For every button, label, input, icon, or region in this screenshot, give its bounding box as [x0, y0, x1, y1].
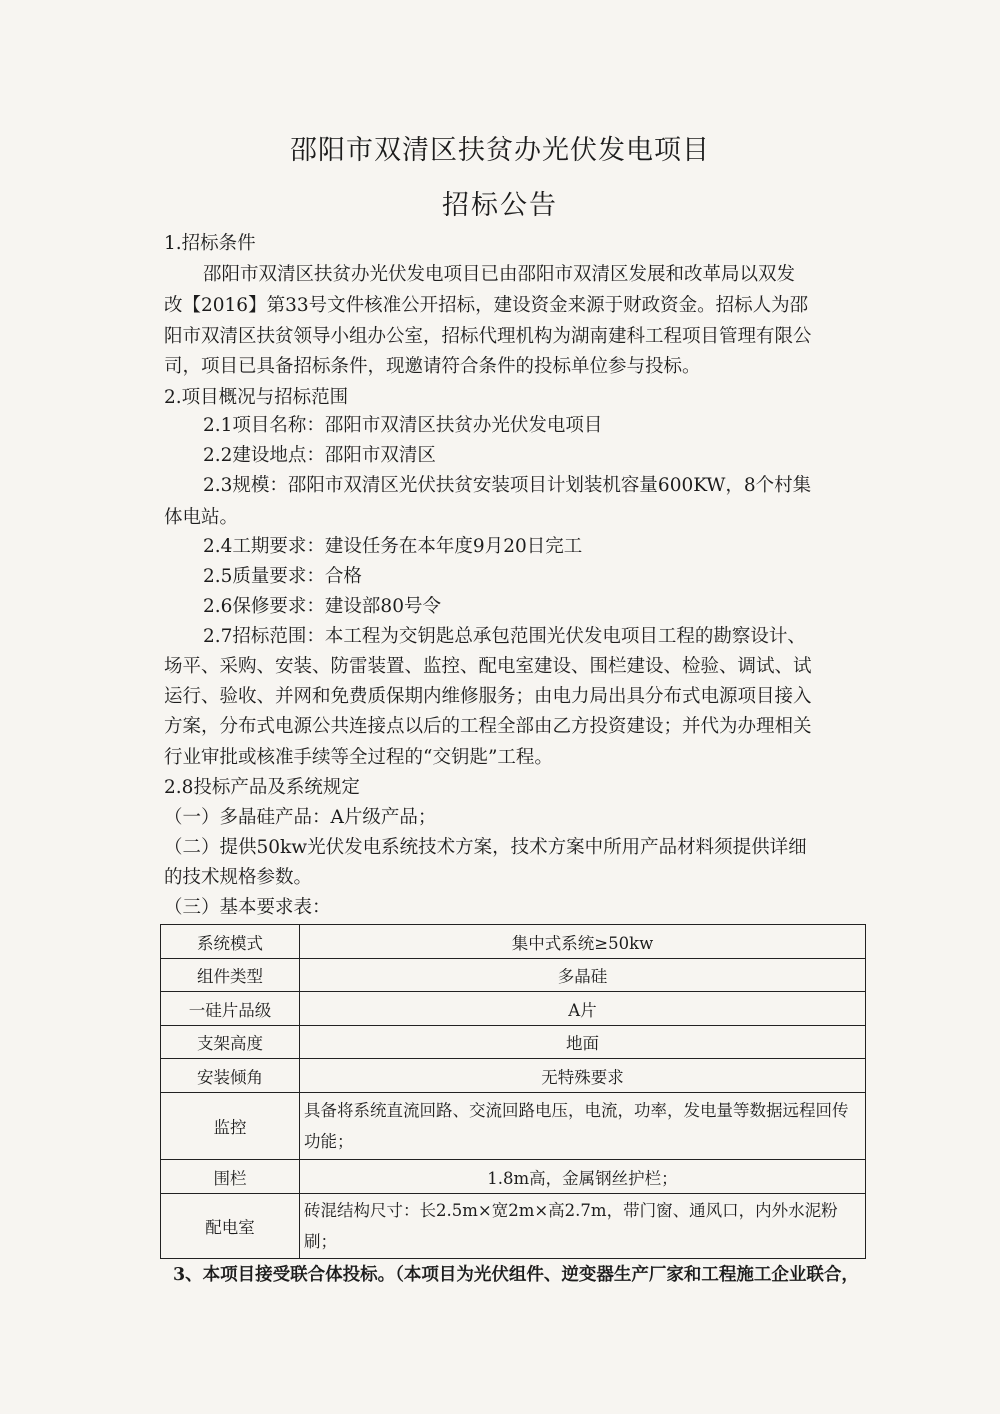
item-2-1: 2.1项目名称：邵阳市双清区扶贫办光伏发电项目: [203, 415, 603, 436]
table-cell-key: 配电室: [161, 1194, 300, 1259]
item-2-8-1: （一）多晶硅产品：A片级产品；: [164, 807, 437, 828]
table-cell-key: 围栏: [161, 1160, 300, 1194]
item-2-8-3: （三）基本要求表：: [164, 897, 331, 918]
item-2-3: 2.3规模：邵阳市双清区光伏扶贫安装项目计划装机容量600KW，8个村集: [203, 475, 812, 496]
table-row: [161, 992, 866, 1026]
table-cell-value: 地面: [300, 1026, 866, 1059]
table-row: [161, 1160, 866, 1194]
item-2-6: 2.6保修要求：建设部80号令: [203, 596, 441, 617]
item-2-7-cont: 运行、验收、并网和免费质保期内维修服务；由电力局出具分布式电源项目接入: [164, 686, 812, 707]
table-cell-value: 集中式系统≥50kw: [300, 925, 866, 959]
section-1-heading: 1.招标条件: [164, 233, 256, 254]
table-cell-key: 支架高度: [161, 1026, 300, 1059]
section-1-text-line: 司，项目已具备招标条件，现邀请符合条件的投标单位参与投标。: [164, 356, 701, 377]
basic-requirements-table: [160, 924, 866, 1259]
table-cell-value: 砖混结构尺寸：长2.5m×宽2m×高2.7m，带门窗、通风口，内外水泥粉刷；: [300, 1194, 866, 1259]
item-2-4: 2.4工期要求：建设任务在本年度9月20日完工: [203, 536, 583, 557]
item-2-7-cont: 场平、采购、安装、防雷装置、监控、配电室建设、围栏建设、检验、调试、试: [164, 656, 812, 677]
table-cell-value: 无特殊要求: [300, 1059, 866, 1093]
item-2-7-cont: 行业审批或核准手续等全过程的“交钥匙”工程。: [164, 747, 553, 768]
table-cell-key: 安装倾角: [161, 1059, 300, 1093]
document-subtitle: 招标公告: [442, 190, 558, 221]
table-cell-value: 多晶硅: [300, 959, 866, 992]
table-row: [161, 1026, 866, 1059]
table-row: [161, 925, 866, 959]
section-1-text-line: 阳市双清区扶贫领导小组办公室，招标代理机构为湖南建科工程项目管理有限公: [164, 326, 812, 347]
table-row: [161, 1059, 866, 1093]
item-2-8-2: （二）提供50kw光伏发电系统技术方案，技术方案中所用产品材料须提供详细: [164, 837, 807, 858]
table-cell-key: 组件类型: [161, 959, 300, 992]
table-row: [161, 1093, 866, 1160]
table-cell-key: 一硅片品级: [161, 992, 300, 1026]
table-cell-value: 具备将系统直流回路、交流回路电压，电流，功率，发电量等数据远程回传功能；: [300, 1093, 866, 1160]
item-2-8-2-cont: 的技术规格参数。: [164, 867, 313, 888]
item-2-7-cont: 方案，分布式电源公共连接点以后的工程全部由乙方投资建设；并代为办理相关: [164, 716, 812, 737]
item-2-3-cont: 体电站。: [164, 507, 239, 528]
item-2-7: 2.7招标范围：本工程为交钥匙总承包范围光伏发电项目工程的勘察设计、: [203, 626, 806, 647]
item-2-8-heading: 2.8投标产品及系统规定: [164, 777, 360, 798]
table-cell-value: A片: [300, 992, 866, 1026]
section-1-text-line: 邵阳市双清区扶贫办光伏发电项目已由邵阳市双清区发展和改革局以双发: [203, 264, 796, 285]
item-2-2: 2.2建设地点：邵阳市双清区: [203, 445, 436, 466]
table-cell-key: 系统模式: [161, 925, 300, 959]
document-title: 邵阳市双清区扶贫办光伏发电项目: [290, 135, 710, 166]
table-row: [161, 1194, 866, 1259]
table-cell-key: 监控: [161, 1093, 300, 1160]
table-cell-value: 1.8m高，金属钢丝护栏；: [300, 1160, 866, 1194]
section-2-heading: 2.项目概况与招标范围: [164, 387, 349, 408]
section-1-text-line: 改【2016】第33号文件核准公开招标，建设资金来源于财政资金。招标人为邵: [164, 295, 809, 316]
table-row: [161, 959, 866, 992]
section-3-text: 3、本项目接受联合体投标。（本项目为光伏组件、逆变器生产厂家和工程施工企业联合，: [173, 1265, 859, 1285]
item-2-5: 2.5质量要求：合格: [203, 566, 362, 587]
